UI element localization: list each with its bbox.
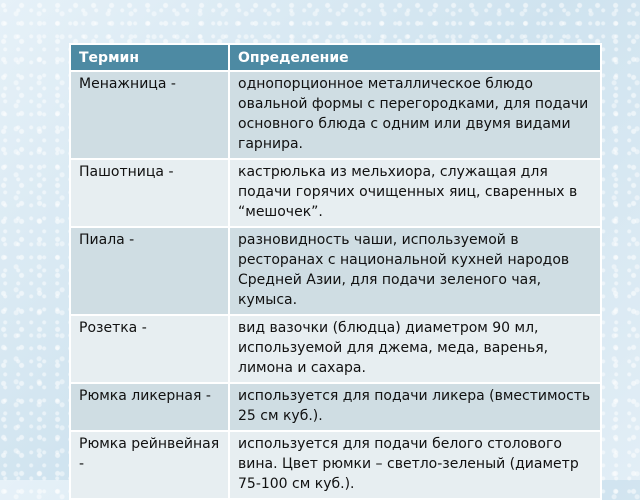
table-header-row xyxy=(70,44,601,71)
term-cell: Пашотница - xyxy=(70,159,229,227)
term-cell: Менажница - xyxy=(70,71,229,159)
table-row xyxy=(70,383,601,431)
header-term: Термин xyxy=(70,44,229,71)
definition-cell: разновидность чаши, используемой в ресторанах с национальной кухней народов Средней Азии, для подачи зеленого чая, кумыса. xyxy=(229,227,601,315)
terms-table xyxy=(69,43,602,500)
term-cell: Рюмка ликерная - xyxy=(70,383,229,431)
term-cell: Рюмка рейнвейная - xyxy=(70,431,229,499)
table-row xyxy=(70,315,601,383)
term-cell: Пиала - xyxy=(70,227,229,315)
term-cell: Розетка - xyxy=(70,315,229,383)
definition-cell: кастрюлька из мельхиора, служащая для подачи горячих очищенных яиц, сваренных в “мешочек”. xyxy=(229,159,601,227)
table-row xyxy=(70,431,601,499)
definition-cell: используется для подачи ликера (вместимость 25 см куб.). xyxy=(229,383,601,431)
table-row xyxy=(70,227,601,315)
definition-cell: однопорционное металлическое блюдо овальной формы с перегородками, для подачи основного блюда с одним или двумя видами гарнира. xyxy=(229,71,601,159)
table-row xyxy=(70,71,601,159)
definition-cell: вид вазочки (блюдца) диаметром 90 мл, используемой для джема, меда, варенья, лимона и сахара. xyxy=(229,315,601,383)
table-row xyxy=(70,159,601,227)
header-definition: Определение xyxy=(229,44,601,71)
definition-cell: используется для подачи белого столового вина. Цвет рюмки – светло-зеленый (диаметр 75-100 см куб.). xyxy=(229,431,601,499)
